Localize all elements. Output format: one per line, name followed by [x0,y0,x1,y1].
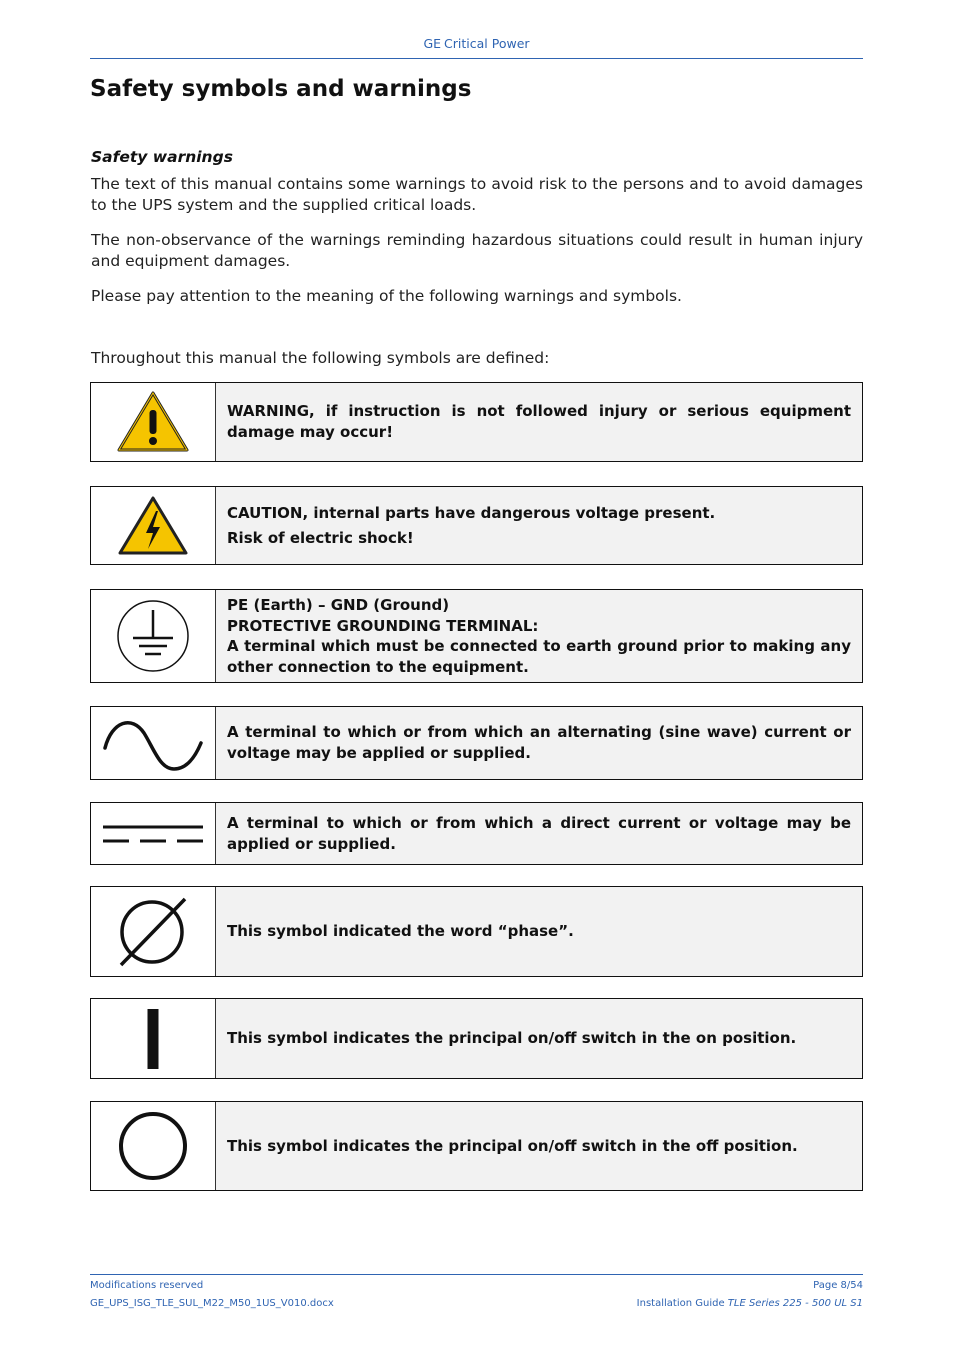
symbol-row-dc [90,802,863,865]
symbol-row-power-off [90,1101,863,1191]
footer-divider [90,1274,863,1275]
symbol-text-phase: This symbol indicated the word “phase”. [227,922,574,940]
footer-modifications: Modifications reserved [90,1280,204,1291]
symbol-text-on: This symbol indicates the principal on/off switch in the on position. [227,1029,797,1047]
ac-sine-icon [91,707,216,779]
symbol-text-dc: A terminal to which or from which a direct current or voltage may be applied or supplied. [227,813,851,853]
paragraph-intro: The text of this manual contains some warnings to avoid risk to the persons and to avoid damages to the UPS system and the supplied critical loads. [91,175,863,214]
footer-guide-series: TLE Series 225 - 500 UL S1 [727,1298,863,1309]
ge-logo-text: GE [423,36,442,51]
symbol-text-shock: Risk of electric shock! [227,528,414,547]
phase-icon [91,887,216,976]
paragraph-symbols-defined: Throughout this manual the following symbols are defined: [91,349,550,367]
symbol-row-electric-shock [90,486,863,565]
section-subtitle: Safety warnings [91,148,233,166]
warning-triangle-icon [91,383,216,461]
footer-document-name: GE_UPS_ISG_TLE_SUL_M22_M50_1US_V010.docx [90,1298,334,1309]
paragraph-non-observance: The non-observance of the warnings reminding hazardous situations could result in human injury and equipment damages. [91,231,863,270]
footer-page-number: Page 8/54 [813,1280,863,1291]
footer-guide-label: Installation Guide [636,1298,728,1309]
symbol-text-warning: WARNING, if instruction is not followed injury or serious equipment damage may occur! [227,402,851,441]
electric-shock-icon [91,487,216,564]
brand-text: Critical Power [444,36,530,51]
ground-icon [91,590,216,682]
symbol-row-ground [90,589,863,683]
power-off-icon [91,1102,216,1190]
symbol-text-terminal: A terminal which must be connected to earth ground prior to making any other connection to the equipment. [227,637,851,676]
dc-icon [91,803,216,864]
symbol-text-off: This symbol indicates the principal on/off switch in the off position. [227,1136,798,1155]
symbol-text-ac: A terminal to which or from which an alternating (sine wave) current or voltage may be applied or supplied. [227,723,851,762]
symbol-row-power-on [90,998,863,1079]
symbol-text-pe: PE (Earth) – GND (Ground) [227,596,450,614]
paragraph-attention: Please pay attention to the meaning of the following warnings and symbols. [91,287,682,305]
footer-guide-title [637,1298,863,1309]
symbol-text-caution: CAUTION, internal parts have dangerous voltage present. [227,503,716,522]
power-on-icon [91,999,216,1078]
symbol-row-warning [90,382,863,462]
symbol-text-protective: PROTECTIVE GROUNDING TERMINAL: [227,616,539,635]
symbol-row-phase [90,886,863,977]
symbol-row-ac [90,706,863,780]
page-title: Safety symbols and warnings [90,76,472,102]
page-header [90,36,863,59]
